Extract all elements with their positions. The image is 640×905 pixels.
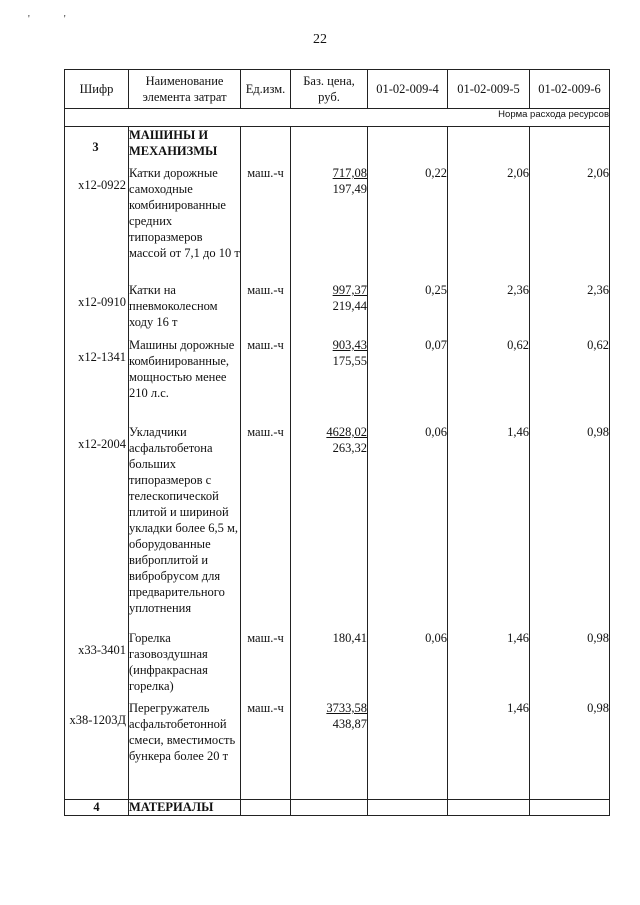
- col-a-header: 01-02-009-4: [368, 70, 448, 109]
- norm-value: 1,46: [507, 631, 529, 645]
- norm-value: 0,06: [425, 631, 447, 645]
- norm-value: 0,98: [587, 631, 609, 645]
- item-price: 3733,58 438,87: [326, 701, 367, 731]
- scan-marks: [28, 14, 100, 25]
- norm-value: 0,22: [425, 166, 447, 180]
- scan-mark: ': [28, 14, 64, 25]
- item-unit: маш.-ч: [247, 425, 284, 439]
- section-number: 4: [65, 800, 129, 816]
- header-row: [65, 70, 610, 109]
- norm-value: 0,98: [587, 425, 609, 439]
- item-unit: маш.-ч: [247, 338, 284, 352]
- name-column: [129, 127, 241, 800]
- norm-value: 1,46: [507, 701, 529, 715]
- item-price: 180,41: [332, 631, 367, 645]
- item-unit: маш.-ч: [247, 631, 284, 645]
- norm-label: Норма расхода ресурсов: [65, 109, 610, 127]
- item-name: Катки на пневмоколесном ходу 16 т: [129, 283, 218, 329]
- norm-value: 2,36: [507, 283, 529, 297]
- item-unit: маш.-ч: [247, 701, 284, 715]
- section-title: МАШИНЫ И МЕХАНИЗМЫ: [129, 128, 218, 158]
- col-c-column: [530, 127, 610, 800]
- col-price-header: Баз. цена, руб.: [291, 70, 368, 109]
- unit-column: [241, 127, 291, 800]
- col-code-header: Шифр: [65, 70, 129, 109]
- col-b-header: 01-02-009-5: [448, 70, 530, 109]
- norm-value: [368, 700, 447, 787]
- norm-value: 0,62: [507, 338, 529, 352]
- norm-value: 0,62: [587, 338, 609, 352]
- norm-value: 1,46: [507, 425, 529, 439]
- col-c-header: 01-02-009-6: [530, 70, 610, 109]
- item-price: 997,37 219,44: [332, 283, 367, 313]
- item-unit: маш.-ч: [247, 283, 284, 297]
- section-title: МАТЕРИАЛЫ: [129, 800, 241, 816]
- item-code: х12-0910: [78, 295, 126, 309]
- code-column: [65, 127, 129, 800]
- norm-value: 2,36: [587, 283, 609, 297]
- norm-value: 0,25: [425, 283, 447, 297]
- norm-value: 0,07: [425, 338, 447, 352]
- price-column: [291, 127, 368, 800]
- col-name-header: Наименование элемента затрат: [129, 70, 241, 109]
- item-price: 903,43 175,55: [332, 338, 367, 368]
- materials-row: [65, 800, 610, 816]
- norm-value: 2,06: [507, 166, 529, 180]
- item-name: Машины дорожные комбинированные, мощностью менее 210 л.с.: [129, 338, 235, 400]
- item-code: х12-2004: [78, 437, 126, 451]
- scan-mark: ': [63, 14, 100, 25]
- col-b-column: [448, 127, 530, 800]
- page-number: 22: [313, 32, 327, 47]
- norm-value: 2,06: [587, 166, 609, 180]
- item-name: Перегружатель асфальтобетонной смеси, вместимость бункера более 20 т: [129, 701, 236, 763]
- item-unit: маш.-ч: [247, 166, 284, 180]
- section-number: 3: [92, 140, 99, 154]
- item-name: Укладчики асфальтобетона больших типоразмеров с телескопической плитой и шириной укладки более 6,5 м, оборудованные виброплитой и вибробрусом для предварительного уплотнения: [129, 425, 239, 615]
- item-code: х38-1203Д: [69, 713, 126, 727]
- norm-row: [65, 109, 610, 127]
- resource-table: [64, 69, 610, 816]
- body-row: [65, 127, 610, 800]
- col-unit-header: Ед.изм.: [241, 70, 291, 109]
- item-name: Горелка газовоздушная (инфракрасная горелка): [129, 631, 208, 693]
- col-a-column: [368, 127, 448, 800]
- item-price: 717,08 197,49: [332, 166, 367, 196]
- norm-value: 0,06: [425, 425, 447, 439]
- item-price: 4628,02 263,32: [326, 425, 367, 455]
- item-code: х33-3401: [78, 643, 126, 657]
- item-code: х12-1341: [78, 350, 126, 364]
- item-name: Катки дорожные самоходные комбинированные средних типоразмеров массой от 7,1 до 10 т: [129, 166, 240, 260]
- norm-value: 0,98: [587, 701, 609, 715]
- item-code: х12-0922: [78, 178, 126, 192]
